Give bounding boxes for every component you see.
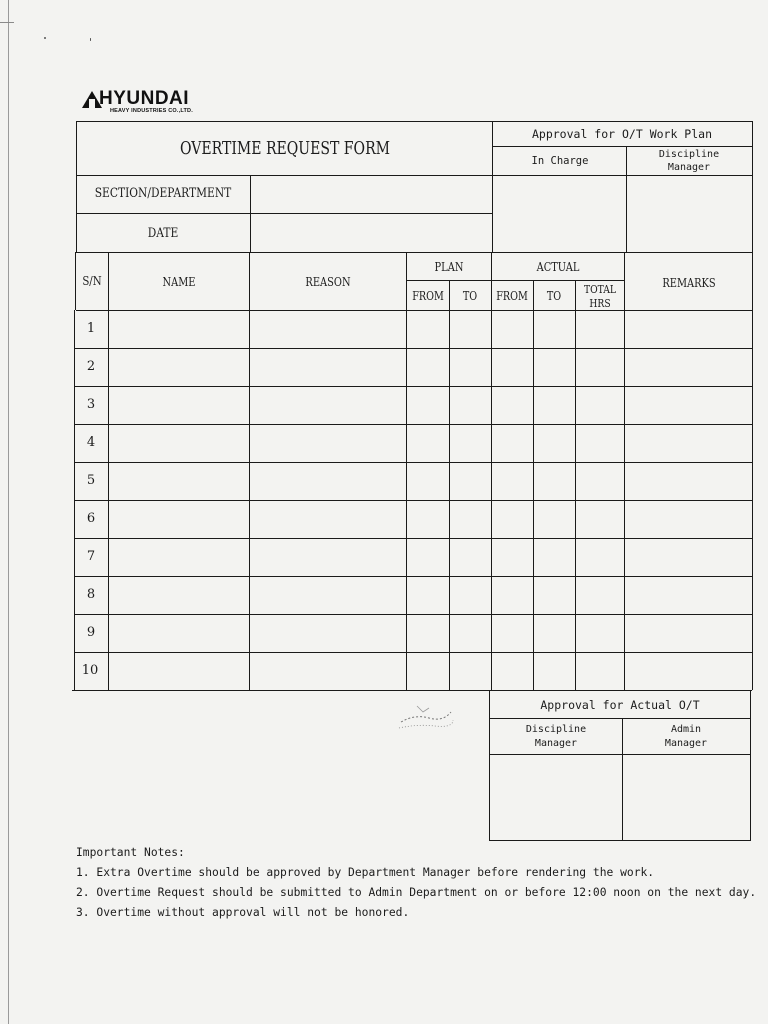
notes-heading: Important Notes: xyxy=(76,846,185,859)
important-notes xyxy=(76,843,756,923)
approval-actual-title: Approval for Actual O/T xyxy=(540,698,700,712)
corner-mark xyxy=(0,22,14,23)
scan-speck xyxy=(44,37,46,39)
row-number: 7 xyxy=(86,549,96,564)
actual-discipline-manager-signature[interactable] xyxy=(490,755,621,839)
row-number: 10 xyxy=(81,663,99,678)
col-plan-from-header: FROM xyxy=(412,289,444,303)
in-charge-label: In Charge xyxy=(531,155,589,167)
note-item: 2. Overtime Request should be submitted to Admin Department on or before 12:00 noon on the next day. xyxy=(76,886,757,899)
row-number: 8 xyxy=(86,587,96,602)
table-body[interactable] xyxy=(109,311,751,689)
company-subtitle: HEAVY INDUSTRIES CO.,LTD. xyxy=(110,108,193,114)
col-actual-from-header: FROM xyxy=(496,289,528,303)
row-number: 1 xyxy=(86,321,96,336)
actual-admin-manager-signature[interactable] xyxy=(623,755,749,839)
company-name: HYUNDAI xyxy=(99,88,190,109)
scan-speck xyxy=(90,38,91,41)
date-label: DATE xyxy=(147,226,179,241)
col-remarks-header: REMARKS xyxy=(662,276,716,290)
col-reason-header: REASON xyxy=(305,275,351,289)
row-number: 9 xyxy=(86,625,96,640)
row-number: 5 xyxy=(86,473,96,488)
plan-manager-label: Manager xyxy=(667,162,711,173)
date-field[interactable] xyxy=(251,214,491,251)
section-department-label: SECTION/DEPARTMENT xyxy=(94,186,232,201)
actual-admin-label: Admin xyxy=(670,724,702,735)
note-item: 3. Overtime without approval will not be honored. xyxy=(76,906,410,919)
actual-admin-manager-label: Manager xyxy=(664,738,708,749)
row-number: 2 xyxy=(86,359,96,374)
col-name-header: NAME xyxy=(162,275,196,289)
section-department-field[interactable] xyxy=(251,176,491,212)
plan-discipline-manager-signature[interactable] xyxy=(627,176,751,251)
col-actual-header: ACTUAL xyxy=(536,260,580,274)
col-hrs-header: HRS xyxy=(589,296,611,310)
row-number: 3 xyxy=(86,397,96,412)
actual-discipline-manager-label: Manager xyxy=(534,738,578,749)
col-total-header: TOTAL xyxy=(583,282,617,296)
plan-discipline-label: Discipline xyxy=(658,149,720,160)
col-plan-header: PLAN xyxy=(434,260,464,274)
col-sn-header: S/N xyxy=(82,274,102,288)
note-item: 1. Extra Overtime should be approved by Department Manager before rendering the work. xyxy=(76,866,655,879)
col-actual-to-header: TO xyxy=(546,289,562,303)
col-plan-to-header: TO xyxy=(462,289,478,303)
row-number: 6 xyxy=(86,511,96,526)
form-title: OVERTIME REQUEST FORM xyxy=(179,138,391,159)
row-number: 4 xyxy=(86,435,96,450)
approval-plan-title: Approval for O/T Work Plan xyxy=(531,127,713,141)
plan-in-charge-signature[interactable] xyxy=(493,176,625,251)
actual-discipline-label: Discipline xyxy=(525,724,587,735)
faint-stamp-mark xyxy=(395,700,455,734)
page-edge xyxy=(8,0,9,1024)
